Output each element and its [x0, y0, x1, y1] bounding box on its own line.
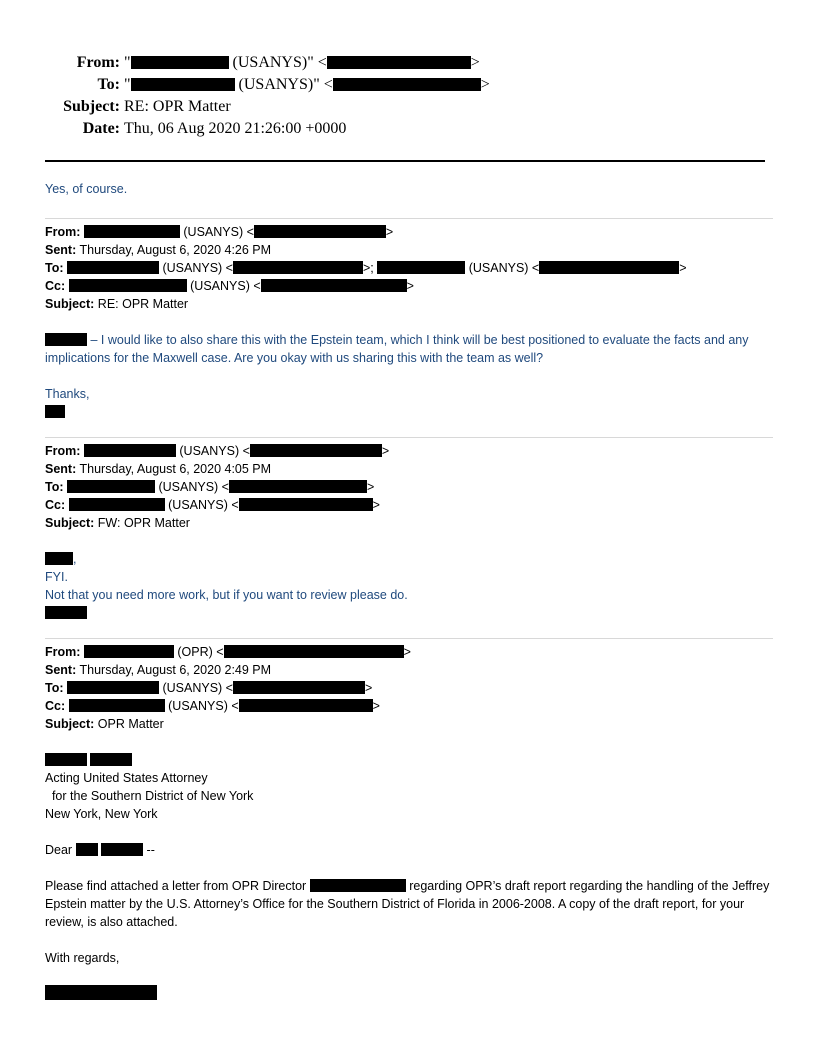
redaction — [45, 753, 87, 766]
sent-value: Thursday, August 6, 2020 4:26 PM — [79, 243, 272, 257]
redaction — [84, 225, 180, 238]
thanks-text: Thanks, — [45, 387, 90, 401]
redaction — [45, 985, 157, 1000]
redaction — [233, 681, 365, 694]
message-body: Not that you need more work, but if you want to review please do. — [45, 588, 408, 602]
cc-label: Cc: — [45, 699, 66, 713]
header-subject-value: RE: OPR Matter — [124, 98, 231, 115]
redaction — [76, 843, 98, 856]
address-line-text: for the Southern District of New York — [51, 789, 254, 803]
redaction — [233, 261, 363, 274]
from-label: From: — [45, 444, 81, 458]
redaction — [90, 753, 132, 766]
sent-label: Sent: — [45, 663, 77, 677]
subject-label: Subject: — [45, 297, 95, 311]
email-body: Yes, of course. From: (USANYS) < > Sent: Thursday, August 6, 2020 4:26 PM To: (USANYS) < >; (USANYS) < > Cc: (USANYS) < > Subject: RE: OPR Matter – I would like to also share this with the Epstein team, which I think will be best positioned to evaluate the facts and any implications for the Maxwell case. Are you okay with us sharing this with the team as well? Thanks, From: (USANYS) < > Sent: Thursday, August 6, 2020 4:05 PM To: (USANYS) < > Cc: (USANYS) < > Subject: FW: OPR Matter , FYI. Not that you need more work, but if you want to review please do. From: (OPR) < > Sent: Thursday, August 6, 2020 2:49 PM To: (USANYS) < > Cc: (USANYS) < > Subject: OPR Matter Acting United States Attorney for the Southern District of New York New York, New York Dear -- Please find attached a letter from OPR Director regarding OPR’s draft report regarding the handling of the Jeffrey Epstein matter by the U.S. Attorney’s Office for the Southern District of Florida in 2006-2008. A copy of the draft report, for your review, is also attached. With regards, — [45, 180, 773, 1003]
sent-label: Sent: — [45, 462, 77, 476]
message-text — [45, 331, 773, 367]
cc-label: Cc: — [45, 279, 66, 293]
header-subject-label: Subject: — [63, 98, 120, 115]
email-header — [0, 52, 816, 140]
header-from-value: " (USANYS)" < > — [124, 54, 480, 71]
paragraph-start: Please find attached a letter from OPR Director — [45, 879, 307, 893]
to-label: To: — [45, 681, 64, 695]
redaction — [69, 498, 165, 511]
redaction — [239, 699, 373, 712]
from-label: From: — [45, 225, 81, 239]
header-from-org: (USANYS)" < — [232, 54, 327, 71]
closing: With regards, — [45, 951, 120, 965]
sent-value: Thursday, August 6, 2020 4:05 PM — [79, 462, 272, 476]
message-paragraph — [45, 877, 773, 931]
redaction — [45, 606, 87, 619]
redaction — [69, 279, 187, 292]
sent-label: Sent: — [45, 243, 77, 257]
redaction — [254, 225, 386, 238]
header-to-row — [0, 74, 816, 96]
message-meta: From: (USANYS) < > Sent: Thursday, August 6, 2020 4:05 PM To: (USANYS) < > Cc: (USANYS) < > Subject: FW: OPR Matter — [45, 444, 390, 530]
salutation-suffix: -- — [146, 843, 155, 857]
cc-label: Cc: — [45, 498, 66, 512]
from-org: (USANYS) < — [183, 225, 254, 239]
redaction — [45, 405, 65, 418]
redaction — [229, 480, 367, 493]
fyi-text: FYI. — [45, 570, 68, 584]
header-date-label: Date: — [82, 120, 120, 137]
cc-org: (USANYS) < — [168, 498, 239, 512]
sent-value: Thursday, August 6, 2020 2:49 PM — [79, 663, 272, 677]
to-org: (USANYS) < — [162, 681, 233, 695]
header-date-value: Thu, 06 Aug 2020 21:26:00 +0000 — [124, 120, 347, 137]
to-org: (USANYS) < — [162, 261, 233, 275]
cc-org: (USANYS) < — [168, 699, 239, 713]
from-org: (OPR) < — [177, 645, 224, 659]
header-from-label: From: — [76, 54, 120, 71]
message-meta: From: (OPR) < > Sent: Thursday, August 6, 2020 2:49 PM To: (USANYS) < > Cc: (USANYS) < > Subject: OPR Matter — [45, 645, 411, 731]
to-label: To: — [45, 261, 64, 275]
redaction — [45, 552, 73, 565]
redaction — [539, 261, 679, 274]
to-label: To: — [45, 480, 64, 494]
redaction — [69, 699, 165, 712]
redaction — [310, 879, 406, 892]
redaction — [84, 444, 176, 457]
cc-org: (USANYS) < — [190, 279, 261, 293]
address-line: New York, New York — [45, 807, 158, 821]
redaction — [67, 681, 159, 694]
message-meta: From: (USANYS) < > Sent: Thursday, August 6, 2020 4:26 PM To: (USANYS) < >; (USANYS) < > Cc: (USANYS) < > Subject: RE: OPR Matter — [45, 225, 687, 311]
redaction — [250, 444, 382, 457]
subject-label: Subject: — [45, 717, 95, 731]
header-subject-row — [0, 96, 816, 118]
redaction — [45, 333, 87, 346]
address-line: Acting United States Attorney — [45, 771, 208, 785]
from-label: From: — [45, 645, 81, 659]
redaction — [101, 843, 143, 856]
subject-label: Subject: — [45, 516, 95, 530]
to-org: (USANYS) < — [158, 480, 229, 494]
redaction — [333, 78, 481, 91]
salutation — [45, 841, 773, 859]
header-to-label: To: — [97, 76, 120, 93]
header-date-row — [0, 118, 816, 140]
header-to-org: (USANYS)" < — [238, 76, 333, 93]
from-org: (USANYS) < — [179, 444, 250, 458]
redaction — [131, 56, 229, 69]
redaction — [84, 645, 174, 658]
redaction — [67, 480, 155, 493]
redaction — [327, 56, 471, 69]
message-body: – I would like to also share this with the Epstein team, which I think will be best positioned to evaluate the facts and any implications for the Maxwell case. Are you okay with us sharing this with the team as well? — [45, 333, 749, 365]
redaction — [261, 279, 407, 292]
address-line — [45, 787, 773, 805]
subject-value: OPR Matter — [97, 717, 164, 731]
redaction — [131, 78, 235, 91]
subject-value: RE: OPR Matter — [97, 297, 189, 311]
paragraph-rest: regarding OPR’s draft report regarding the handling of the Jeffrey Epstein matter by the U.S. Attorney’s Office for the Southern District of Florida in 2006-2008. A copy of the draft report, for your review, is also attached. — [45, 879, 770, 929]
header-to-value: " (USANYS)" < > — [124, 76, 490, 93]
to-org: (USANYS) < — [468, 261, 540, 275]
subject-value: FW: OPR Matter — [97, 516, 190, 530]
redaction — [224, 645, 404, 658]
redaction — [67, 261, 159, 274]
header-divider — [45, 160, 765, 162]
reply-text: Yes, of course. — [45, 182, 128, 196]
header-from-row — [0, 52, 816, 74]
redaction — [377, 261, 465, 274]
salutation-text: Dear — [45, 843, 73, 857]
redaction — [239, 498, 373, 511]
